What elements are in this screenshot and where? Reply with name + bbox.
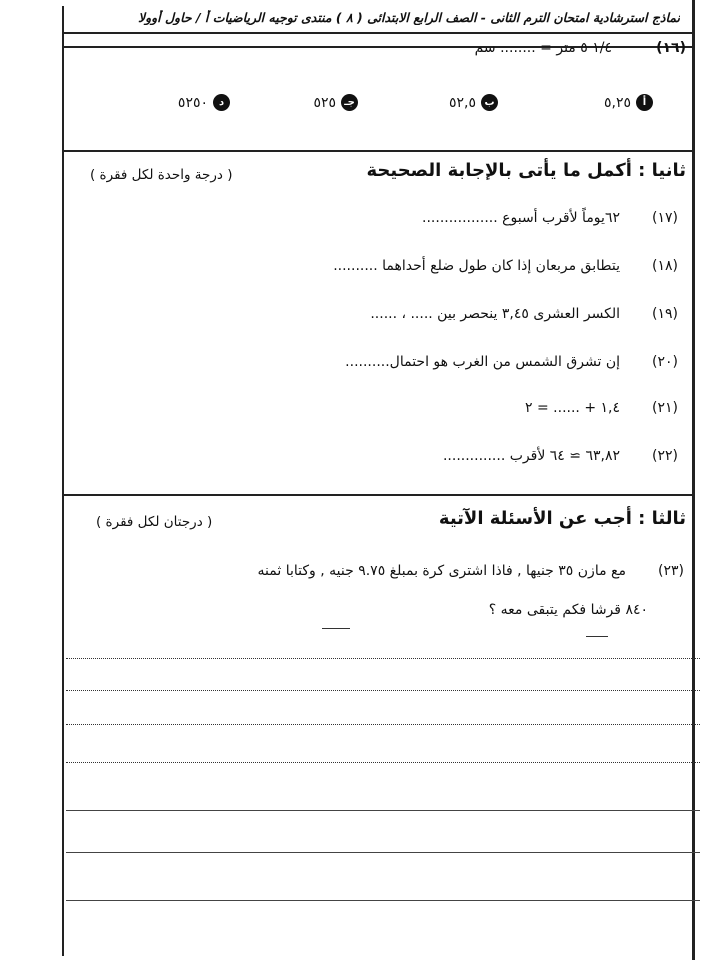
- q22-number: (٢٢): [652, 448, 678, 464]
- q20-number: (٢٠): [652, 354, 678, 370]
- q19-text: الكسر العشرى ٣,٤٥ ينحصر بين ..... ، ......: [370, 306, 620, 322]
- q16-option-d: [178, 94, 230, 111]
- q21-text: ١,٤ + ...... = ٢: [525, 400, 620, 416]
- handwritten-dash: [322, 628, 350, 629]
- option-value-a: ٥,٢٥: [603, 94, 631, 111]
- q23-number: (٢٣): [658, 563, 684, 579]
- q21-number: (٢١): [652, 400, 678, 416]
- section3-title: ثالثا : أجب عن الأسئلة الآتية: [438, 508, 686, 529]
- section-divider-2: [62, 494, 694, 496]
- q17-text: ٦٢يوماً لأقرب أسبوع .................: [422, 210, 620, 226]
- answer-line: [66, 852, 700, 853]
- answer-line: [66, 762, 700, 763]
- section3-note: ( درجتان لكل فقرة ): [96, 514, 213, 530]
- answer-line: [66, 658, 700, 659]
- q20-text: إن تشرق الشمس من الغرب هو احتمال..........: [345, 354, 620, 370]
- q16-number: (١٦): [656, 40, 686, 56]
- answer-line: [66, 810, 700, 811]
- q16-text: ١/٤ ٥ متر = ........ سم: [474, 40, 612, 56]
- page-border-left: [62, 6, 64, 956]
- section2-title: ثانيا : أكمل ما يأتى بالإجابة الصحيحة: [366, 160, 686, 181]
- answer-line: [66, 900, 700, 901]
- handwritten-dash: [586, 636, 608, 637]
- answer-line: [66, 724, 700, 725]
- answer-line: [66, 690, 700, 691]
- option-value-d: ٥٢٥٠: [177, 94, 208, 111]
- q22-text: ٦٣,٨٢ ≃ ٦٤ لأقرب ..............: [442, 448, 620, 464]
- option-letter-b: ب: [481, 94, 498, 111]
- q16-option-a: [604, 94, 653, 111]
- q18-number: (١٨): [652, 258, 678, 274]
- q17-number: (١٧): [652, 210, 678, 226]
- option-letter-c: جـ: [341, 94, 358, 111]
- option-value-b: ٥٢,٥: [448, 94, 476, 111]
- q23-line1: مع مازن ٣٥ جنيها , فاذا اشترى كرة بمبلغ ٩.٧٥ جنيه , وكتابا ثمنه: [257, 563, 626, 579]
- header-divider: [62, 32, 694, 34]
- option-value-c: ٥٢٥: [313, 94, 336, 111]
- q16-option-c: [313, 94, 358, 111]
- section2-note: ( درجة واحدة لكل فقرة ): [90, 167, 233, 183]
- page-header: نماذج استرشادية امتحان الترم الثانى - الصف الرابع الابتدائى ( ٨ ) منتدى توجيه الرياضيات أ / حاول أوولا: [137, 10, 680, 25]
- section-divider-1: [62, 150, 694, 152]
- page-border-right: [692, 0, 695, 960]
- option-letter-a: أ: [636, 94, 653, 111]
- q19-number: (١٩): [652, 306, 678, 322]
- q18-text: يتطابق مربعان إذا كان طول ضلع أحداهما ..........: [333, 258, 620, 274]
- q16-option-b: [449, 94, 498, 111]
- q23-line2: ٨٤٠ قرشا فكم يتبقى معه ؟: [488, 602, 648, 618]
- option-letter-d: د: [213, 94, 230, 111]
